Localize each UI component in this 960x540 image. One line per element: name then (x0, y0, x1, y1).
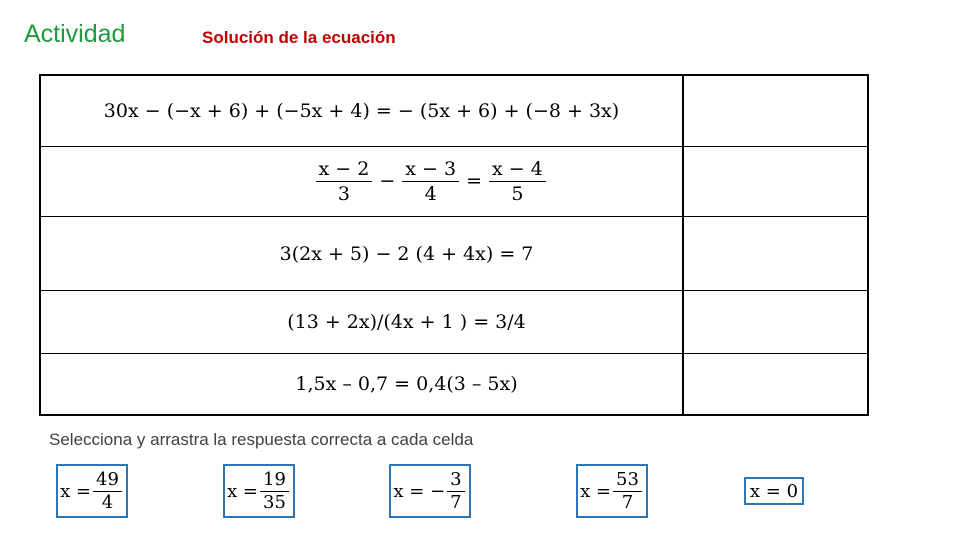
answer-lhs: x = − (393, 480, 446, 502)
equation-3: 3(2x + 5) − 2 (4 + 4x) = 7 (279, 242, 534, 265)
fraction-3-numerator: x − 4 (489, 158, 546, 182)
answer-tile-neg-3-7[interactable] (389, 464, 471, 518)
instruction-text: Selecciona y arrastra la respuesta correcta a cada celda (49, 430, 474, 449)
answer-lhs: x = (60, 480, 92, 502)
answer-denominator: 35 (263, 491, 286, 513)
answer-drop-cell-2[interactable] (684, 147, 867, 216)
answer-fraction (447, 470, 464, 513)
answer-lhs: x = (227, 480, 259, 502)
answer-fraction (260, 470, 289, 513)
answer-fraction (93, 470, 122, 513)
answer-denominator: 7 (621, 491, 634, 513)
fraction-2-numerator: x − 3 (402, 158, 459, 182)
equation-cell-2 (41, 147, 684, 216)
fraction-1-denominator: 3 (337, 183, 350, 205)
equation-cell-3 (41, 217, 684, 290)
equation-cell-5 (41, 354, 684, 414)
answer-numerator: 53 (613, 470, 642, 492)
equation-4: (13 + 2x)/(4x + 1 ) = 3/4 (287, 311, 526, 333)
fraction-3 (489, 158, 546, 205)
equation-row-3 (41, 217, 867, 291)
page-title: Actividad (24, 20, 126, 48)
answer-lhs: x = 0 (749, 480, 799, 502)
answer-drop-cell-3[interactable] (684, 217, 867, 290)
answer-tile-zero[interactable] (744, 477, 804, 505)
equation-2 (263, 136, 550, 227)
equation-1: 30x − (−x + 6) + (−5x + 4) = − (5x + 6) + (−8 + 3x) (103, 100, 620, 122)
minus-operator: − (379, 169, 396, 192)
fraction-1-numerator: x − 2 (316, 158, 373, 182)
equation-row-2 (41, 147, 867, 217)
fraction-3-denominator: 5 (511, 183, 524, 205)
equation-row-4 (41, 291, 867, 354)
answer-numerator: 49 (93, 470, 122, 492)
answer-tile-53-7[interactable] (576, 464, 648, 518)
answer-lhs: x = (580, 480, 612, 502)
answer-tile-49-4[interactable] (56, 464, 128, 518)
answer-drop-cell-4[interactable] (684, 291, 867, 353)
fraction-1 (316, 158, 373, 205)
equation-5: 1,5x – 0,7 = 0,4(3 – 5x) (295, 373, 518, 395)
fraction-2 (402, 158, 459, 205)
page-subtitle: Solución de la ecuación (202, 28, 396, 47)
answer-denominator: 4 (101, 491, 114, 513)
answer-fraction (613, 470, 642, 513)
answer-denominator: 7 (450, 491, 462, 513)
equation-row-5 (41, 354, 867, 414)
fraction-2-denominator: 4 (424, 183, 437, 205)
equals-operator: = (466, 169, 482, 192)
answer-drop-cell-1[interactable] (684, 76, 867, 146)
answer-tile-19-35[interactable] (223, 464, 295, 518)
equation-table (39, 74, 869, 416)
answer-drop-cell-5[interactable] (684, 354, 867, 414)
answer-numerator: 3 (447, 470, 464, 492)
answer-numerator: 19 (260, 470, 289, 492)
equation-cell-4 (41, 291, 684, 353)
